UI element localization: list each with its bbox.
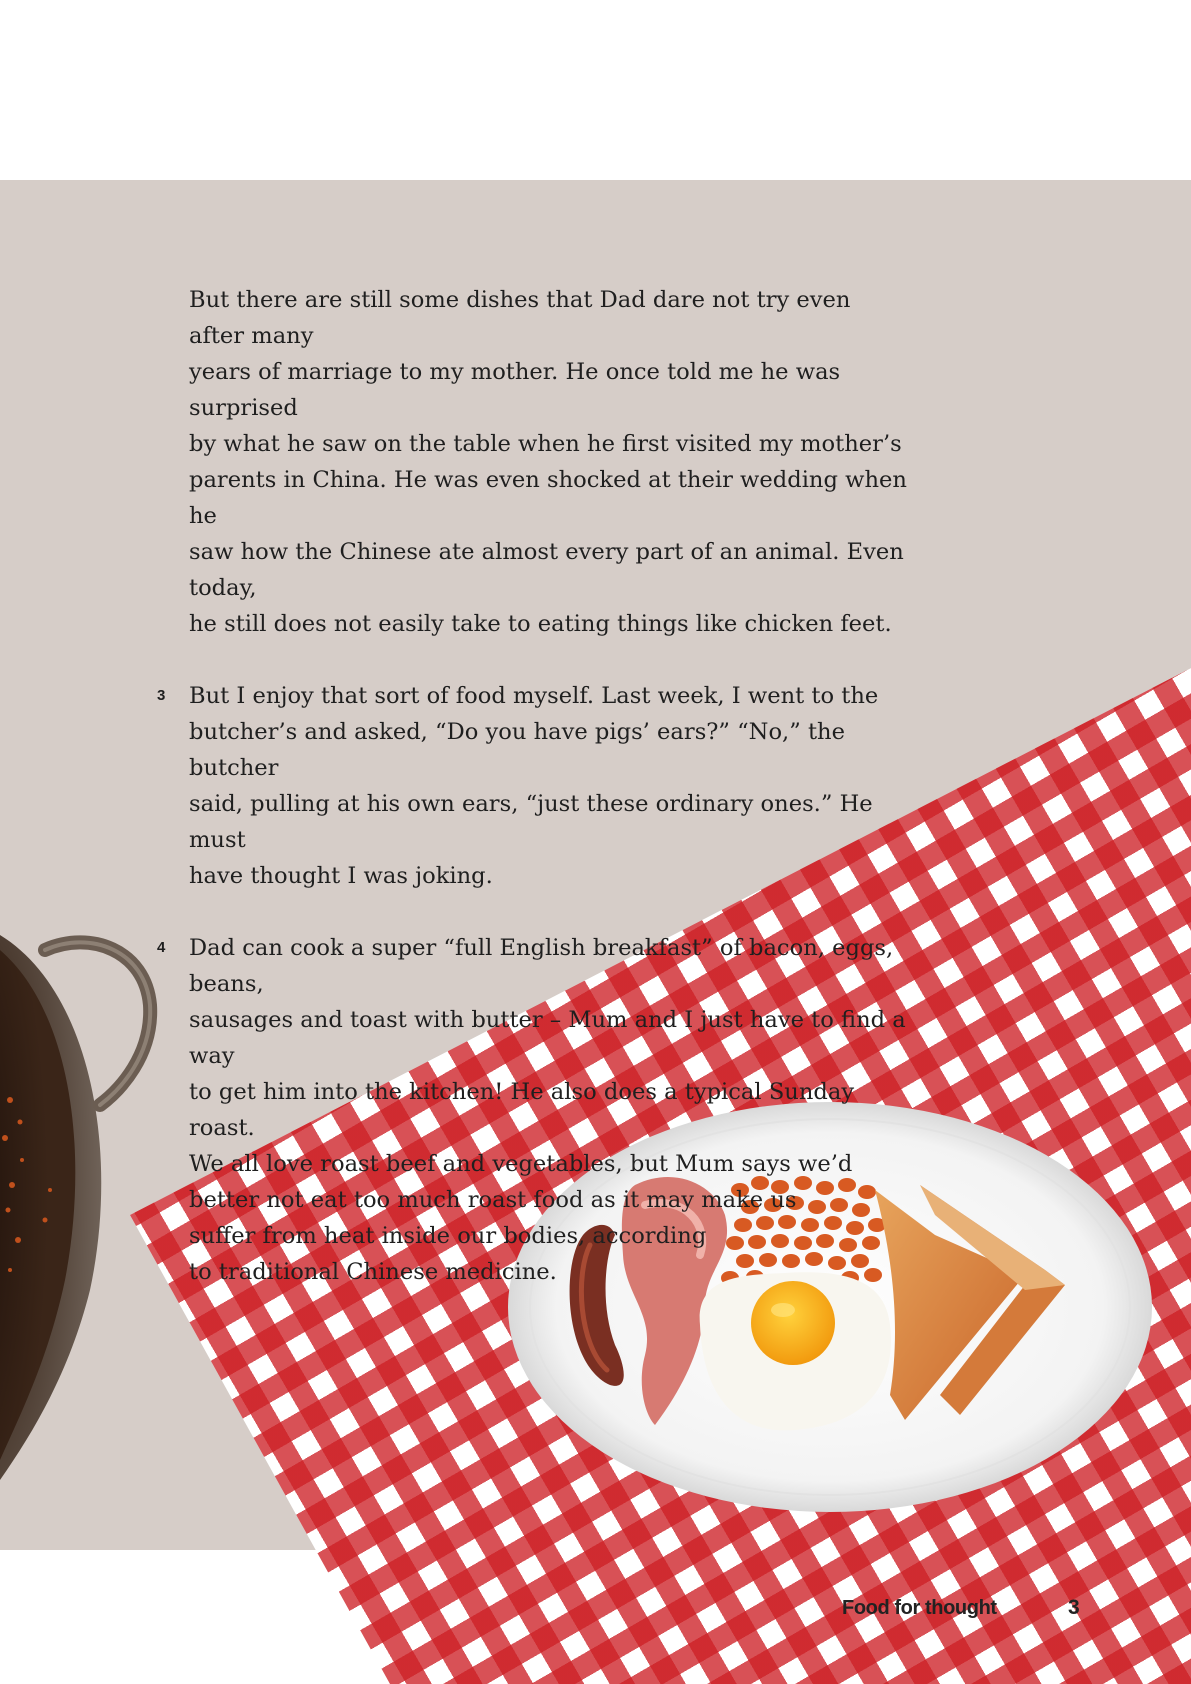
paragraph-text: But there are still some dishes that Dad dare not try even after many years of marriage to my mother. He once told me he was surprised by what he saw on the table when he first visited my mother’s parents in China. He was even shocked at their wedding when he saw how the Chinese ate almost every part of an animal. Even today, he still does not easily take to eating things like chicken feet. (189, 287, 907, 637)
footer-section-title: Food for thought (842, 1597, 997, 1619)
paragraph-2 (189, 282, 909, 642)
paragraph-number: 4 (157, 939, 166, 956)
paragraph-4 (157, 930, 909, 1290)
paragraph-text: But I enjoy that sort of food myself. Last week, I went to the butcher’s and asked, “Do you have pigs’ ears?” “No,” the butcher said, pulling at his own ears, “just these ordinary ones.” He must have thought I was joking. (189, 683, 879, 889)
paragraph-text: Dad can cook a super “full English breakfast” of bacon, eggs, beans, sausages and toast with butter – Mum and I just have to find a way to get him into the kitchen! He also does a typical Sunday roast. We all love roast beef and vegetables, but Mum says we’d better not eat too much roast food as it may make us suffer from heat inside our bodies, according to traditional Chinese medicine. (189, 935, 906, 1285)
article-body (157, 282, 909, 1326)
page-number: 3 (1068, 1596, 1080, 1619)
paragraph-3 (157, 678, 909, 894)
clay-pot-image (0, 890, 170, 1480)
paragraph-number: 3 (157, 687, 166, 704)
